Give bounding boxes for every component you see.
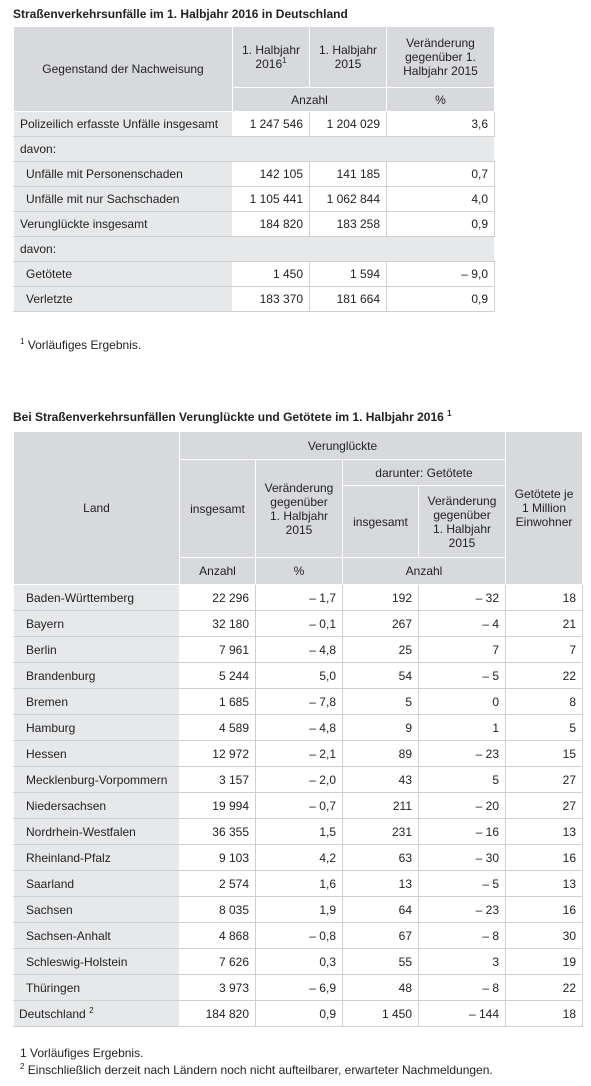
value-total: 4 589 (180, 715, 256, 741)
header-subject: Gegenstand der Nachweisung (14, 27, 233, 112)
value-per-million: 21 (506, 611, 583, 637)
value-per-million: 16 (506, 897, 583, 923)
land-label: Schleswig-Holstein (14, 949, 180, 975)
unit-count: Anzahl (233, 88, 387, 112)
table2-footnote-1: 1 Vorläufiges Ergebnis. (20, 1046, 144, 1060)
row-label: Getötete (14, 262, 233, 287)
value-total: 4 868 (180, 923, 256, 949)
land-label: Saarland (14, 871, 180, 897)
value-change: – 7,8 (256, 689, 343, 715)
value-change: – 4,8 (256, 715, 343, 741)
value-per-million: 5 (506, 715, 583, 741)
value-total: 9 103 (180, 845, 256, 871)
value-killed-change: 7 (419, 637, 506, 663)
value-2016: 1 105 441 (233, 187, 310, 212)
table-row (14, 187, 495, 212)
value-change: – 0,1 (256, 611, 343, 637)
value-killed: 267 (343, 611, 419, 637)
land-label: Berlin (14, 637, 180, 663)
table-row (14, 287, 495, 312)
value-2015: 141 185 (310, 162, 387, 187)
value-killed: 64 (343, 897, 419, 923)
value-per-million: 13 (506, 819, 583, 845)
value-killed-change: – 5 (419, 871, 506, 897)
table2-title: Bei Straßenverkehrsunfällen Verunglückte und Getötete im 1. Halbjahr 2016 $^1$ (13, 409, 452, 424)
value-killed-change: – 144 (419, 1001, 506, 1027)
value-killed-change: – 32 (419, 585, 506, 611)
header-change: Veränderung gegenüber 1. Halbjahr 2015 (387, 27, 495, 88)
value-killed: 192 (343, 585, 419, 611)
table-row (14, 845, 583, 871)
value-change: 4,2 (256, 845, 343, 871)
unit-percent: % (387, 88, 495, 112)
unit-count: Anzahl (180, 558, 256, 585)
value-2015: 181 664 (310, 287, 387, 312)
value-killed-change: – 20 (419, 793, 506, 819)
header-h1-2016: 1. Halbjahr 2016$^1$ (233, 27, 310, 88)
table-row (14, 975, 583, 1001)
value-change: – 6,9 (256, 975, 343, 1001)
value-killed: 48 (343, 975, 419, 1001)
table-row (14, 897, 583, 923)
value-change: 0,9 (256, 1001, 343, 1027)
land-label: Rheinland-Pfalz (14, 845, 180, 871)
table-row (14, 162, 495, 187)
header-h1-2015: 1. Halbjahr 2015 (310, 27, 387, 88)
value-change: – 0,7 (256, 793, 343, 819)
value-killed-change: – 8 (419, 975, 506, 1001)
value-change: – 9,0 (387, 262, 495, 287)
land-label: Sachsen-Anhalt (14, 923, 180, 949)
table-row (14, 819, 583, 845)
value-killed-change: 5 (419, 767, 506, 793)
land-label: Baden-Württemberg (14, 585, 180, 611)
value-total: 7 961 (180, 637, 256, 663)
value-per-million: 27 (506, 793, 583, 819)
value-killed-change: – 23 (419, 897, 506, 923)
header-land: Land (14, 432, 180, 585)
value-change: 1,5 (256, 819, 343, 845)
value-per-million: 22 (506, 975, 583, 1001)
value-per-million: 27 (506, 767, 583, 793)
value-2015: 183 258 (310, 212, 387, 237)
table-row (14, 741, 583, 767)
value-killed: 67 (343, 923, 419, 949)
value-change: – 2,0 (256, 767, 343, 793)
row-label: Unfälle mit Personenschaden (14, 162, 233, 187)
value-per-million: 16 (506, 845, 583, 871)
table2-footnote-2: $^2$ Einschließlich derzeit nach Ländern noch nicht aufteilbarer, erwarteter Nachmeldungen. (20, 1062, 493, 1077)
value-killed-change: 0 (419, 689, 506, 715)
row-label: Verunglückte insgesamt (14, 212, 233, 237)
table-row (14, 715, 583, 741)
value-killed-change: – 8 (419, 923, 506, 949)
land-label (14, 1001, 180, 1027)
value-per-million: 22 (506, 663, 583, 689)
value-killed-change: – 30 (419, 845, 506, 871)
value-total: 8 035 (180, 897, 256, 923)
casualties-by-state-table (13, 431, 583, 1027)
table-row (14, 112, 495, 137)
value-killed: 25 (343, 637, 419, 663)
value-total: 36 355 (180, 819, 256, 845)
land-label: Hessen (14, 741, 180, 767)
table-row (14, 585, 583, 611)
row-label: davon: (14, 137, 495, 162)
value-killed-change: – 16 (419, 819, 506, 845)
value-change: 1,6 (256, 871, 343, 897)
value-change: 3,6 (387, 112, 495, 137)
value-per-million: 30 (506, 923, 583, 949)
value-total: 184 820 (180, 1001, 256, 1027)
table-row (14, 923, 583, 949)
row-label: Unfälle mit nur Sachschaden (14, 187, 233, 212)
value-total: 19 994 (180, 793, 256, 819)
value-per-million: 15 (506, 741, 583, 767)
value-per-million: 13 (506, 871, 583, 897)
land-label: Niedersachsen (14, 793, 180, 819)
value-2015: 1 062 844 (310, 187, 387, 212)
value-killed-change: – 4 (419, 611, 506, 637)
value-2016: 183 370 (233, 287, 310, 312)
unit-percent: % (256, 558, 343, 585)
land-label: Hamburg (14, 715, 180, 741)
value-2016: 142 105 (233, 162, 310, 187)
table-row (14, 793, 583, 819)
value-total: 12 972 (180, 741, 256, 767)
value-killed: 43 (343, 767, 419, 793)
land-label: Brandenburg (14, 663, 180, 689)
value-killed: 54 (343, 663, 419, 689)
table-row (14, 767, 583, 793)
row-label: davon: (14, 237, 495, 262)
table-row (14, 637, 583, 663)
value-killed-change: – 23 (419, 741, 506, 767)
value-killed: 89 (343, 741, 419, 767)
header-insgesamt: insgesamt (180, 460, 256, 558)
header-insgesamt-killed: insgesamt (343, 486, 419, 558)
table1-footnote: $^1$ Vorläufiges Ergebnis. (20, 337, 142, 352)
table-row (14, 949, 583, 975)
header-change: Veränderung gegenüber 1. Halbjahr 2015 (256, 460, 343, 558)
land-label: Thüringen (14, 975, 180, 1001)
value-killed: 13 (343, 871, 419, 897)
value-total: 32 180 (180, 611, 256, 637)
accidents-summary-table (13, 26, 495, 312)
value-killed: 9 (343, 715, 419, 741)
land-label: Nordrhein-Westfalen (14, 819, 180, 845)
value-per-million: 18 (506, 1001, 583, 1027)
table-row (14, 212, 495, 237)
row-label: Polizeilich erfasste Unfälle insgesamt (14, 112, 233, 137)
value-killed-change: – 5 (419, 663, 506, 689)
table-row (14, 871, 583, 897)
table-row (14, 689, 583, 715)
value-2016: 184 820 (233, 212, 310, 237)
header-per-million: Getötete je 1 Million Einwohner (506, 432, 583, 585)
value-total: 1 685 (180, 689, 256, 715)
value-killed-change: 1 (419, 715, 506, 741)
value-killed: 1 450 (343, 1001, 419, 1027)
value-2015: 1 594 (310, 262, 387, 287)
value-total: 3 973 (180, 975, 256, 1001)
value-total: 3 157 (180, 767, 256, 793)
value-killed: 55 (343, 949, 419, 975)
value-change: – 0,8 (256, 923, 343, 949)
value-total: 7 626 (180, 949, 256, 975)
table-row (14, 137, 495, 162)
land-label: Bremen (14, 689, 180, 715)
unit-count-killed: Anzahl (343, 558, 506, 585)
value-change: 4,0 (387, 187, 495, 212)
table-row (14, 262, 495, 287)
value-change: 1,9 (256, 897, 343, 923)
row-label: Verletzte (14, 287, 233, 312)
value-per-million: 19 (506, 949, 583, 975)
value-2016: 1 247 546 (233, 112, 310, 137)
value-per-million: 8 (506, 689, 583, 715)
value-per-million: 18 (506, 585, 583, 611)
value-total: 22 296 (180, 585, 256, 611)
land-label: Mecklenburg-Vorpommern (14, 767, 180, 793)
value-change: 0,9 (387, 212, 495, 237)
table1-title: Straßenverkehrsunfälle im 1. Halbjahr 2016 in Deutschland (13, 7, 348, 21)
value-2016: 1 450 (233, 262, 310, 287)
header-darunter-getoetete: darunter: Getötete (343, 460, 506, 486)
value-total: 2 574 (180, 871, 256, 897)
header-verunglueckte: Verunglückte (180, 432, 506, 460)
value-per-million: 7 (506, 637, 583, 663)
value-total: 5 244 (180, 663, 256, 689)
table-row (14, 663, 583, 689)
land-name: Deutschland (19, 1006, 86, 1021)
value-change: – 1,7 (256, 585, 343, 611)
value-killed: 5 (343, 689, 419, 715)
value-change: 0,9 (387, 287, 495, 312)
value-change: – 2,1 (256, 741, 343, 767)
value-killed: 211 (343, 793, 419, 819)
value-change: 0,7 (387, 162, 495, 187)
land-label: Bayern (14, 611, 180, 637)
value-change: – 4,8 (256, 637, 343, 663)
value-killed-change: 3 (419, 949, 506, 975)
footnote-marker: 2 (89, 1005, 94, 1015)
value-change: 5,0 (256, 663, 343, 689)
value-killed: 63 (343, 845, 419, 871)
value-2015: 1 204 029 (310, 112, 387, 137)
header-change-killed: Veränderung gegenüber 1. Halbjahr 2015 (419, 486, 506, 558)
value-change: 0,3 (256, 949, 343, 975)
total-row (14, 1001, 583, 1027)
table-row (14, 237, 495, 262)
land-label: Sachsen (14, 897, 180, 923)
value-killed: 231 (343, 819, 419, 845)
table-row (14, 611, 583, 637)
